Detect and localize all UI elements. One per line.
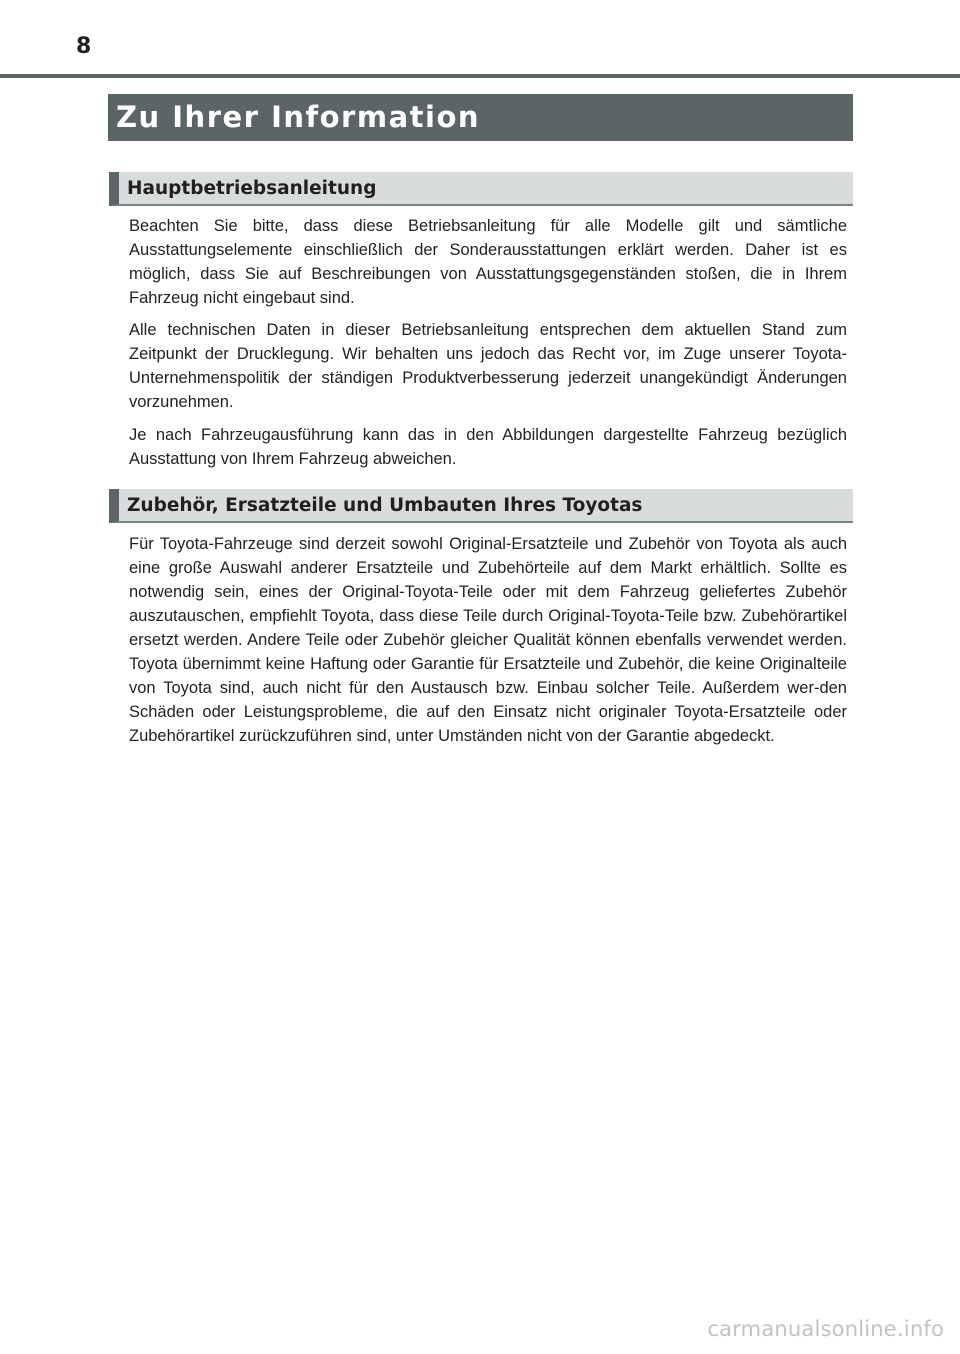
section-heading-hauptbetriebsanleitung — [109, 172, 853, 206]
page-number: 8 — [76, 34, 92, 59]
paragraph: Je nach Fahrzeugausführung kann das in den Abbildungen dargestellte Fahrzeug bezüglich Ausstattung von Ihrem Fahrzeug abweichen. — [129, 426, 847, 468]
paragraph: Alle technischen Daten in dieser Betriebsanleitung entsprechen dem aktuellen Stand zum Zeitpunkt der Drucklegung. Wir behalten uns jedoch das Recht vor, im Zuge unserer Toyota-Unternehmenspolitik der ständigen Produktverbesserung jederzeit unangekündigt Änderungen vorzunehmen. — [129, 321, 847, 411]
chapter-header — [108, 94, 853, 141]
top-rule — [0, 74, 960, 78]
section-heading-zubehoer — [109, 489, 853, 523]
paragraph: Beachten Sie bitte, dass diese Betriebsanleitung für alle Modelle gilt und sämtliche Ausstattungselemente einschließlich der Sonderausstattungen erklärt werden. Daher ist es möglich, dass Sie auf Beschreibungen von Ausstattungsgegenständen stoßen, die in Ihrem Fahrzeug nicht eingebaut sind. — [129, 217, 847, 307]
paragraph: Für Toyota-Fahrzeuge sind derzeit sowohl Original-Ersatzteile und Zubehör von Toyota als auch eine große Auswahl anderer Ersatzteile und Zubehörteile auf dem Markt erhältlich. Sollte es notwendig sein, eines der Original-Toyota-Teile oder mit dem Fahrzeug geliefertes Zubehör auszutauschen, empfiehlt Toyota, dass diese Teile durch Original-Toyota-Teile bzw. Zubehörartikel ersetzt werden. Andere Teile oder Zubehör gleicher Qualität können ebenfalls verwendet werden. Toyota übernimmt keine Haftung oder Garantie für Ersatzteile und Zubehör, die keine Originalteile von Toyota sind, auch nicht für den Austausch bzw. Einbau solcher Teile. Außerdem wer-den Schäden oder Leistungsprobleme, die auf den Einsatz nicht originaler Toyota-Ersatzteile oder Zubehörartikel zurückzuführen sind, unter Umständen nicht von der Garantie abgedeckt. — [129, 535, 847, 745]
section-title: Hauptbetriebsanleitung — [127, 178, 377, 199]
chapter-title: Zu Ihrer Information — [116, 100, 481, 134]
watermark: carmanualsonline.info — [707, 1317, 944, 1341]
section-title: Zubehör, Ersatzteile und Umbauten Ihres Toyotas — [127, 495, 643, 516]
